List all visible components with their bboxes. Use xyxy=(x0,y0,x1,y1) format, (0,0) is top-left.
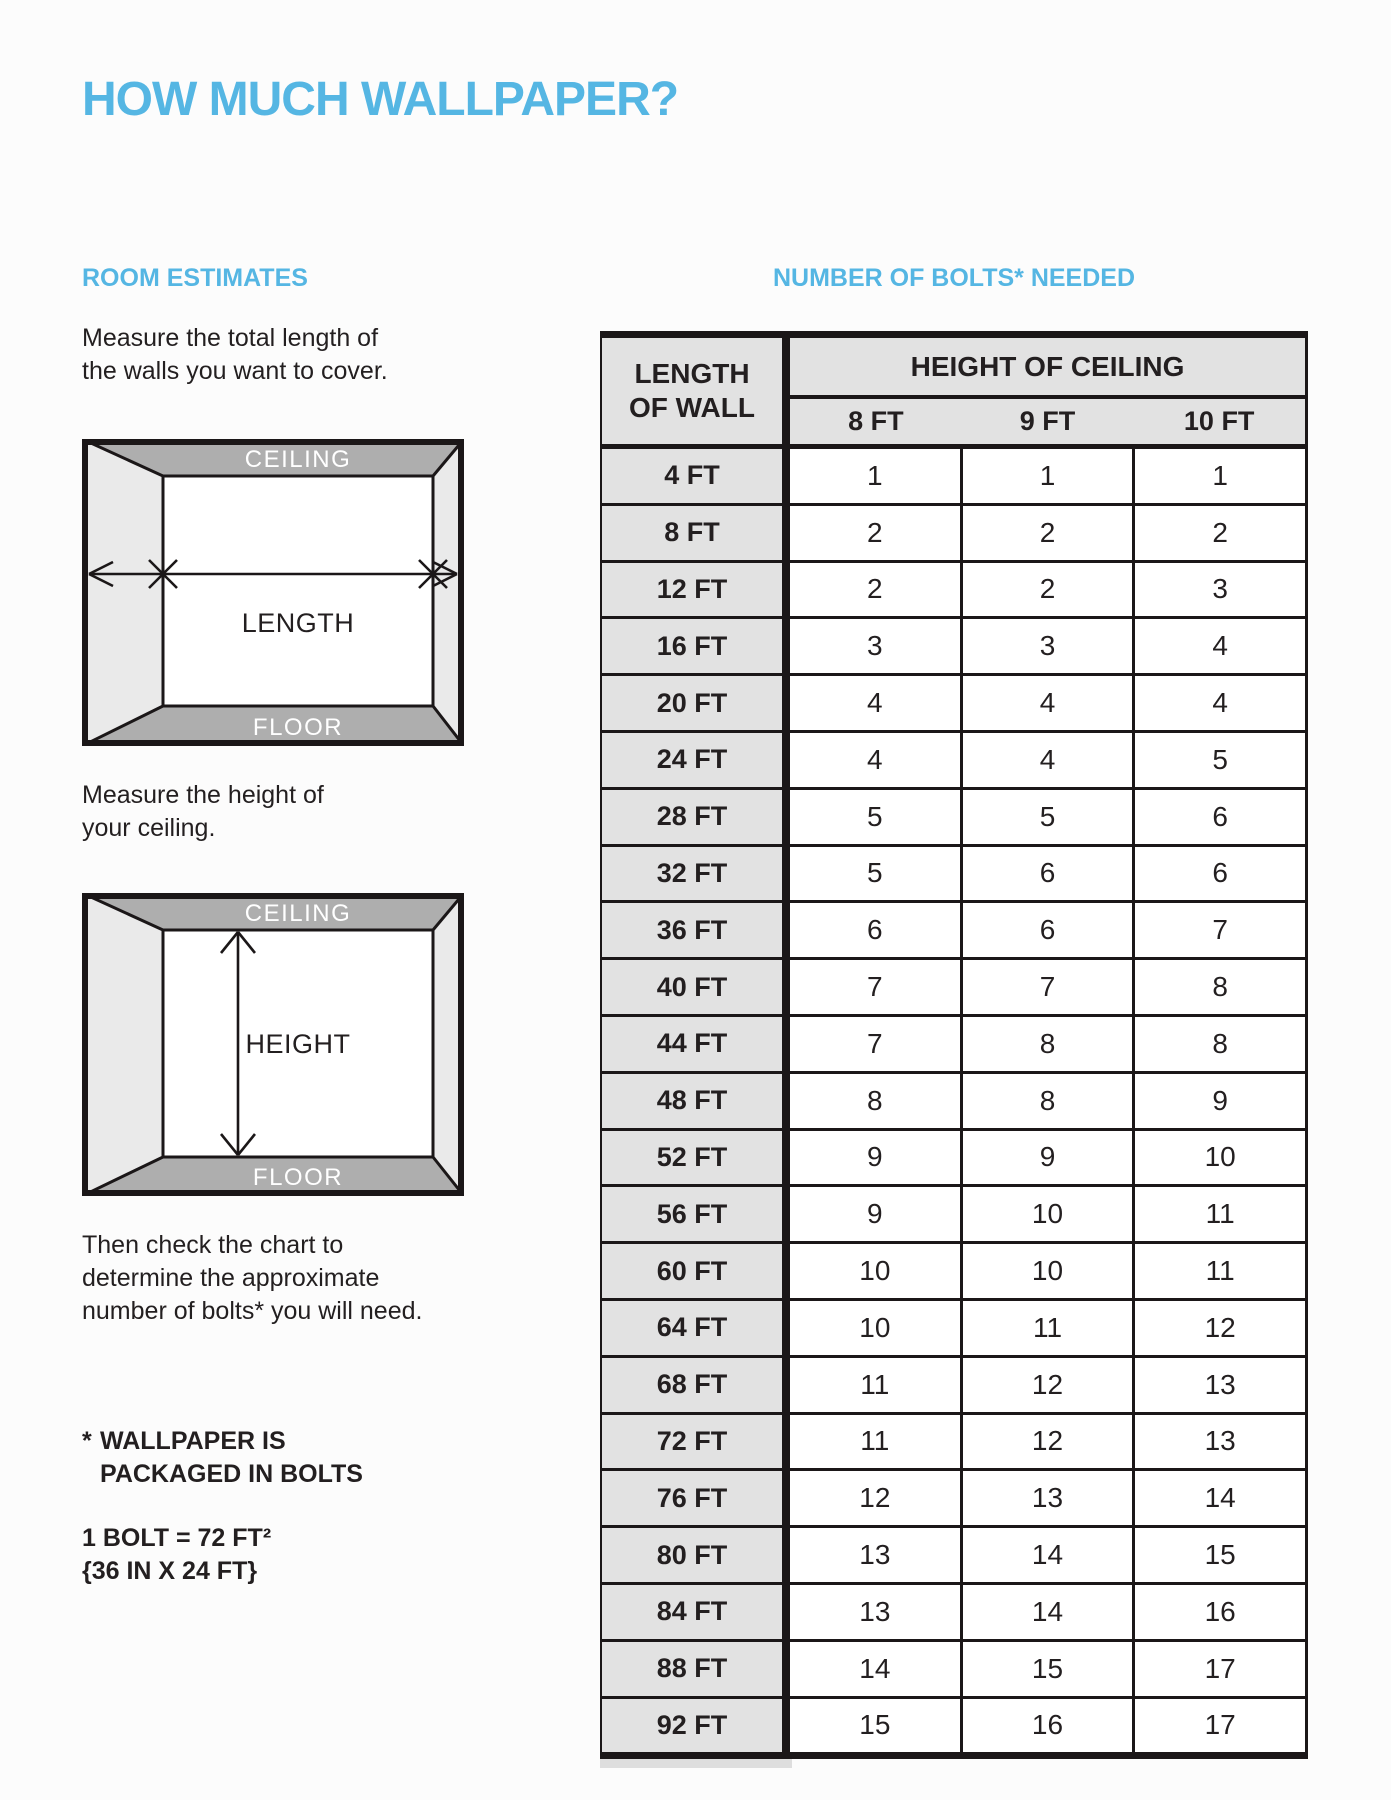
bolt-count-cell: 14 xyxy=(790,1642,963,1696)
table-row xyxy=(602,1131,1305,1188)
row-label: 80 FT xyxy=(602,1528,790,1582)
bolt-count-cell: 6 xyxy=(1135,790,1305,844)
bolt-count-cell: 12 xyxy=(963,1415,1136,1469)
room-height-diagram xyxy=(82,893,464,1196)
table-row xyxy=(602,1301,1305,1358)
bolt-count-cell: 11 xyxy=(790,1358,963,1412)
bolt-count-cell: 8 xyxy=(963,1074,1136,1128)
back-wall-face xyxy=(163,476,433,706)
bolt-count-cell: 7 xyxy=(790,960,963,1014)
bolt-count-cell: 1 xyxy=(963,449,1136,503)
text-line: Measure the total length of xyxy=(82,324,379,352)
bolt-count-cell: 16 xyxy=(1135,1585,1305,1639)
bolt-count-cell: 4 xyxy=(963,733,1136,787)
table-header xyxy=(602,338,1305,449)
bolt-count-cell: 16 xyxy=(963,1699,1136,1753)
row-label: 4 FT xyxy=(602,449,790,503)
col-header-9ft: 9 FT xyxy=(1019,406,1076,436)
bolt-count-cell: 7 xyxy=(790,1017,963,1071)
bolt-count-cell: 15 xyxy=(1135,1528,1305,1582)
text-line: LENGTH xyxy=(634,358,750,389)
bolt-count-cell: 11 xyxy=(1135,1244,1305,1298)
bolt-count-cell: 3 xyxy=(790,619,963,673)
bolt-count-cell: 13 xyxy=(790,1528,963,1582)
floor-label: FLOOR xyxy=(252,1164,344,1191)
ceiling-label: CEILING xyxy=(244,900,352,927)
bolt-count-cell: 13 xyxy=(1135,1358,1305,1412)
left-wall-face xyxy=(82,439,163,746)
text-line: your ceiling. xyxy=(82,814,216,842)
table-row xyxy=(602,1642,1305,1699)
bolt-count-cell: 5 xyxy=(1135,733,1305,787)
table-row xyxy=(602,790,1305,847)
row-label: 28 FT xyxy=(602,790,790,844)
col-header-8ft: 8 FT xyxy=(848,406,904,436)
bolt-count-cell: 12 xyxy=(963,1358,1136,1412)
length-label: LENGTH xyxy=(241,608,355,638)
bolt-count-cell: 6 xyxy=(1135,847,1305,901)
table-row xyxy=(602,733,1305,790)
instruction-measure-length xyxy=(82,322,482,388)
height-label: HEIGHT xyxy=(245,1029,351,1059)
bolt-count-cell: 10 xyxy=(1135,1131,1305,1185)
row-label: 56 FT xyxy=(602,1187,790,1241)
bolt-count-cell: 13 xyxy=(963,1471,1136,1525)
bolt-count-cell: 10 xyxy=(963,1187,1136,1241)
bolt-count-cell: 12 xyxy=(1135,1301,1305,1355)
text-line: WALLPAPER IS xyxy=(100,1427,286,1455)
left-wall-face xyxy=(82,893,163,1196)
bolt-count-cell: 17 xyxy=(1135,1642,1305,1696)
table-row xyxy=(602,506,1305,563)
text-line: number of bolts* you will need. xyxy=(82,1297,423,1325)
instruction-check-chart xyxy=(82,1229,482,1328)
floor-label: FLOOR xyxy=(252,714,344,741)
bolt-count-cell: 9 xyxy=(790,1187,963,1241)
table-row xyxy=(602,1471,1305,1528)
table-row xyxy=(602,619,1305,676)
bolt-count-cell: 2 xyxy=(963,563,1136,617)
bolt-count-cell: 1 xyxy=(1135,449,1305,503)
bolt-count-cell: 8 xyxy=(790,1074,963,1128)
footnote-text xyxy=(100,1425,363,1491)
bolt-count-cell: 3 xyxy=(1135,563,1305,617)
row-label: 20 FT xyxy=(602,676,790,730)
bolt-count-cell: 1 xyxy=(790,449,963,503)
ceiling-header-group xyxy=(790,338,1305,444)
text-line: determine the approximate xyxy=(82,1264,380,1292)
bolt-count-cell: 14 xyxy=(963,1585,1136,1639)
table-row xyxy=(602,1415,1305,1472)
row-label: 76 FT xyxy=(602,1471,790,1525)
bolt-count-cell: 14 xyxy=(1135,1471,1305,1525)
row-label: 8 FT xyxy=(602,506,790,560)
bolt-count-cell: 4 xyxy=(790,676,963,730)
table-row xyxy=(602,960,1305,1017)
bolt-count-cell: 6 xyxy=(963,847,1136,901)
bolt-count-cell: 10 xyxy=(963,1244,1136,1298)
bolt-count-cell: 8 xyxy=(963,1017,1136,1071)
col-header-10ft: 10 FT xyxy=(1183,406,1255,436)
table-footer-strip xyxy=(600,1759,792,1768)
bolt-count-cell: 8 xyxy=(1135,960,1305,1014)
text-line: Measure the height of xyxy=(82,781,324,809)
page-title: HOW MUCH WALLPAPER? xyxy=(82,73,679,126)
table-row xyxy=(602,1074,1305,1131)
bolt-count-cell: 6 xyxy=(963,903,1136,957)
text-line: 1 BOLT = 72 FT² xyxy=(82,1524,272,1552)
bolt-count-cell: 9 xyxy=(963,1131,1136,1185)
bolt-count-cell: 4 xyxy=(790,733,963,787)
bolt-count-cell: 9 xyxy=(1135,1074,1305,1128)
row-label: 48 FT xyxy=(602,1074,790,1128)
row-label: 72 FT xyxy=(602,1415,790,1469)
row-label: 64 FT xyxy=(602,1301,790,1355)
bolt-count-cell: 12 xyxy=(790,1471,963,1525)
bolt-count-cell: 7 xyxy=(963,960,1136,1014)
bolt-count-cell: 17 xyxy=(1135,1699,1305,1753)
row-label: 52 FT xyxy=(602,1131,790,1185)
bolt-count-cell: 10 xyxy=(790,1301,963,1355)
bolt-count-cell: 11 xyxy=(790,1415,963,1469)
bolt-count-cell: 9 xyxy=(790,1131,963,1185)
row-label: 68 FT xyxy=(602,1358,790,1412)
bolt-count-cell: 2 xyxy=(790,563,963,617)
bolt-count-cell: 5 xyxy=(790,790,963,844)
bolt-count-cell: 5 xyxy=(790,847,963,901)
row-label: 12 FT xyxy=(602,563,790,617)
text-line: PACKAGED IN BOLTS xyxy=(100,1460,363,1488)
row-label: 32 FT xyxy=(602,847,790,901)
bolt-count-cell: 8 xyxy=(1135,1017,1305,1071)
subheader-row xyxy=(790,399,1305,444)
row-label: 84 FT xyxy=(602,1585,790,1639)
table-row xyxy=(602,1358,1305,1415)
table-row xyxy=(602,903,1305,960)
bolt-count-cell: 11 xyxy=(963,1301,1136,1355)
row-label: 40 FT xyxy=(602,960,790,1014)
row-label: 24 FT xyxy=(602,733,790,787)
bolt-count-cell: 4 xyxy=(963,676,1136,730)
row-label: 88 FT xyxy=(602,1642,790,1696)
table-row xyxy=(602,676,1305,733)
room-estimates-heading: ROOM ESTIMATES xyxy=(82,264,308,292)
bolt-spec xyxy=(82,1522,482,1588)
table-row xyxy=(602,1699,1305,1753)
bolt-count-cell: 6 xyxy=(790,903,963,957)
table-row xyxy=(602,1585,1305,1642)
bolt-count-cell: 3 xyxy=(963,619,1136,673)
bolt-count-cell: 4 xyxy=(1135,676,1305,730)
ceiling-label: CEILING xyxy=(244,446,352,473)
row-label: 16 FT xyxy=(602,619,790,673)
table-row xyxy=(602,563,1305,620)
bolt-count-cell: 2 xyxy=(963,506,1136,560)
bolts-table xyxy=(600,331,1308,1759)
row-label: 36 FT xyxy=(602,903,790,957)
asterisk: * xyxy=(82,1427,92,1455)
length-of-wall-header xyxy=(602,338,790,444)
text-line: Then check the chart to xyxy=(82,1231,344,1259)
row-label: 44 FT xyxy=(602,1017,790,1071)
row-label: 60 FT xyxy=(602,1244,790,1298)
room-length-diagram xyxy=(82,439,464,746)
bolt-count-cell: 13 xyxy=(1135,1415,1305,1469)
bolt-count-cell: 10 xyxy=(790,1244,963,1298)
instruction-measure-height xyxy=(82,779,482,845)
bolt-count-cell: 14 xyxy=(963,1528,1136,1582)
bolt-count-cell: 4 xyxy=(1135,619,1305,673)
bolt-count-cell: 15 xyxy=(963,1642,1136,1696)
text-line: the walls you want to cover. xyxy=(82,357,388,385)
bolt-count-cell: 11 xyxy=(1135,1187,1305,1241)
bolt-count-cell: 7 xyxy=(1135,903,1305,957)
table-row xyxy=(602,847,1305,904)
bolts-needed-heading: NUMBER OF BOLTS* NEEDED xyxy=(772,264,1136,292)
bolts-footnote xyxy=(82,1425,482,1491)
table-row xyxy=(602,1244,1305,1301)
table-body xyxy=(602,449,1305,1752)
text-line: OF WALL xyxy=(629,392,755,423)
height-of-ceiling-header: HEIGHT OF CEILING xyxy=(790,338,1305,399)
bolt-count-cell: 5 xyxy=(963,790,1136,844)
row-label: 92 FT xyxy=(602,1699,790,1753)
table-row xyxy=(602,449,1305,506)
table-row xyxy=(602,1528,1305,1585)
bolt-count-cell: 15 xyxy=(790,1699,963,1753)
bolt-count-cell: 2 xyxy=(1135,506,1305,560)
bolt-count-cell: 13 xyxy=(790,1585,963,1639)
table-row xyxy=(602,1187,1305,1244)
table-row xyxy=(602,1017,1305,1074)
bolt-count-cell: 2 xyxy=(790,506,963,560)
text-line: {36 IN X 24 FT} xyxy=(82,1557,258,1585)
